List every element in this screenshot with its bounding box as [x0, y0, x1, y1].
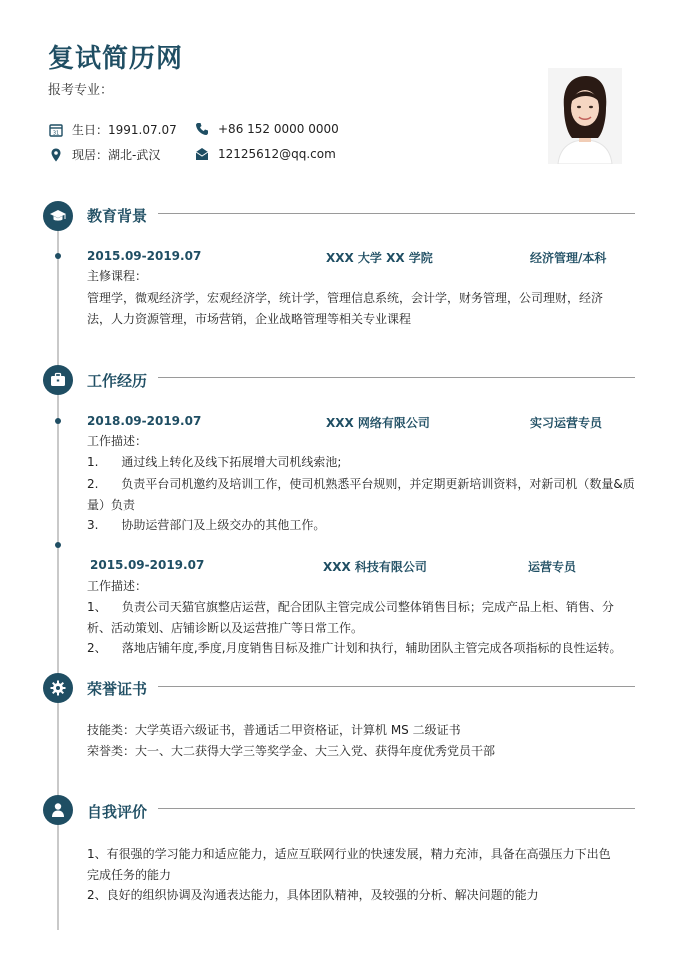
education-section-title: 教育背景 [87, 207, 148, 225]
courses-line-1: 管理学，微观经济学，宏观经济学，统计学，管理信息系统，会计学，财务管理，公司理财，经济 [87, 291, 604, 305]
work-section-badge [43, 365, 73, 395]
education-school: XXX 大学 XX 学院 [326, 251, 433, 265]
location-info [48, 146, 160, 163]
honors-skills: 技能类：大学英语六级证书，普通话二甲资格证，计算机 MS 二级证书 [87, 723, 461, 737]
self-line-2: 完成任务的能力 [87, 868, 172, 882]
education-timeline-dot [55, 253, 61, 259]
gear-icon [49, 679, 67, 697]
calendar-icon [48, 122, 64, 138]
briefcase-icon [49, 371, 67, 389]
job-1-timeline-dot [55, 418, 61, 424]
work-section-title: 工作经历 [87, 372, 148, 390]
location-pin-icon [48, 147, 64, 163]
job-2-desc-label: 工作描述： [87, 579, 148, 593]
phone-info [194, 121, 339, 137]
job-1-role: 实习运营专员 [530, 416, 603, 430]
job-1-line-3: 量）负责 [87, 498, 136, 512]
honors-section-title: 荣誉证书 [87, 680, 148, 698]
job-2-line-2: 析、活动策划、店铺诊断以及运营推广等日常工作。 [87, 621, 364, 635]
education-period: 2015.09-2019.07 [87, 249, 202, 263]
email-text: 12125612@qq.com [218, 147, 336, 161]
person-icon [49, 801, 67, 819]
job-2-line-3: 2、 落地店铺年度,季度,月度销售目标及推广计划和执行，辅助团队主管完成各项指标的良性运转。 [87, 641, 622, 655]
email-info [194, 146, 336, 162]
birth-info [48, 121, 177, 138]
job-1-desc-label: 工作描述： [87, 434, 148, 448]
phone-text: +86 152 0000 0000 [218, 122, 339, 136]
courses-line-2: 法，人力资源管理，市场营销，企业战略管理等相关专业课程 [87, 312, 412, 326]
portrait-illustration [548, 68, 622, 164]
job-1-period: 2018.09-2019.07 [87, 414, 202, 428]
location-text: 现居：湖北-武汉 [72, 148, 161, 162]
education-degree: 经济管理/本科 [530, 251, 607, 265]
svg-text:31: 31 [52, 130, 60, 136]
job-1-line-4: 3. 协助运营部门及上级交办的其他工作。 [87, 518, 326, 532]
self-line-3: 2、良好的组织协调及沟通表达能力，具体团队精神，及较强的分析、解决问题的能力 [87, 888, 539, 902]
work-divider [158, 377, 635, 378]
education-divider [158, 213, 635, 214]
honors-awards: 荣誉类：大一、大二获得大学三等奖学金、大三入党、获得年度优秀党员干部 [87, 744, 496, 758]
education-section-badge [43, 201, 73, 231]
job-2-line-1: 1、 负责公司天猫官旗整店运营，配合团队主管完成公司整体销售目标；完成产品上柜、销售、分 [87, 600, 614, 614]
courses-label: 主修课程： [87, 269, 148, 283]
job-1-line-2: 2. 负责平台司机邀约及培训工作，使司机熟悉平台规则，并定期更新培训资料，对新司机（数量&质 [87, 477, 635, 491]
honors-section-badge [43, 673, 73, 703]
job-1-line-1: 1. 通过线上转化及线下拓展增大司机线索池; [87, 455, 342, 469]
self-section-badge [43, 795, 73, 825]
mail-icon [194, 146, 210, 162]
job-2-role: 运营专员 [528, 560, 577, 574]
birth-text: 生日：1991.07.07 [72, 123, 177, 137]
self-section-title: 自我评价 [87, 803, 148, 821]
applied-major-label: 报考专业： [48, 83, 114, 98]
phone-icon [194, 121, 210, 137]
job-1-company: XXX 网络有限公司 [326, 416, 430, 430]
profile-photo [548, 68, 622, 164]
self-line-1: 1、有很强的学习能力和适应能力，适应互联网行业的快速发展，精力充沛，具备在高强压力下出色 [87, 847, 611, 861]
resume-title: 复试简历网 [48, 44, 184, 74]
job-2-period: 2015.09-2019.07 [90, 558, 205, 572]
self-divider [158, 808, 635, 809]
honors-divider [158, 686, 635, 687]
job-2-timeline-dot [55, 542, 61, 548]
graduation-cap-icon [49, 207, 67, 225]
job-2-company: XXX 科技有限公司 [323, 560, 427, 574]
